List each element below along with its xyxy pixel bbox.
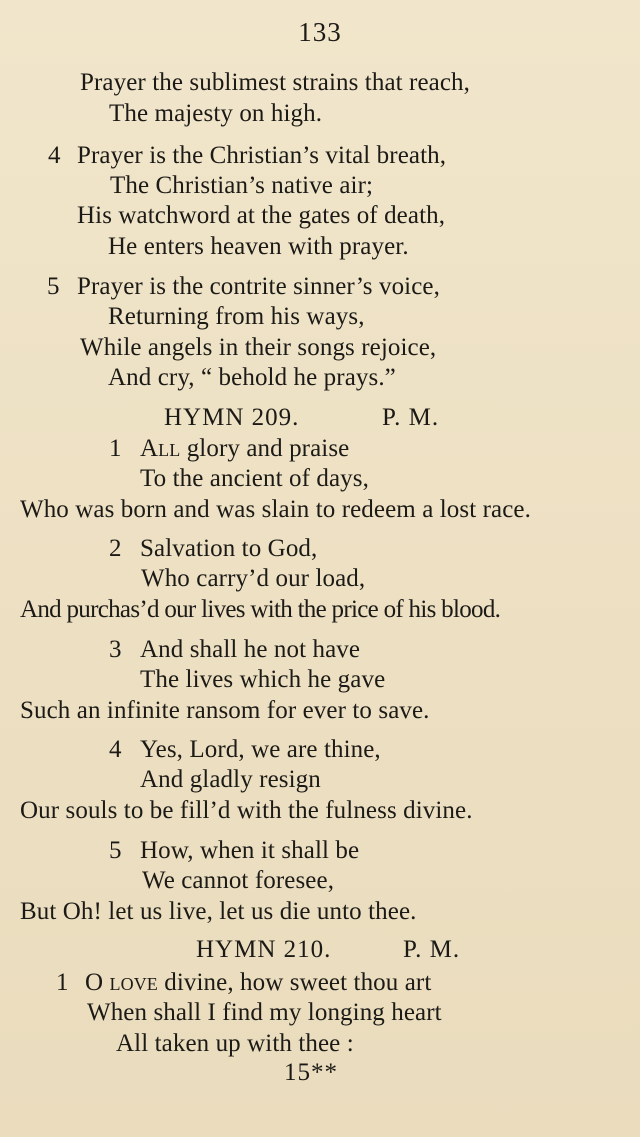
hymn-heading-meter: P. M. (382, 404, 440, 431)
verse-line: Who carry’d our load, (141, 565, 366, 592)
verse-first-words: O love (85, 969, 158, 996)
verse-line: Yes, Lord, we are thine, (140, 736, 381, 763)
verse-line: The majesty on high. (109, 100, 323, 127)
verse-number: 4 (109, 736, 122, 763)
verse-line: All taken up with thee : (116, 1030, 354, 1057)
verse-line: Prayer is the contrite sinner’s voice, (77, 273, 440, 300)
verse-line: The lives which he gave (140, 666, 386, 693)
verse-line: And gladly resign (140, 766, 321, 793)
verse-line: When shall I find my longing heart (87, 999, 442, 1026)
verse-line: And cry, “ behold he prays.” (108, 364, 396, 391)
verse-line: Salvation to God, (140, 535, 318, 562)
verse-number: 3 (109, 636, 122, 663)
verse-line: O love divine, how sweet thou art (85, 969, 432, 996)
verse-line: We cannot foresee, (142, 867, 335, 894)
signature-mark: 15** (284, 1059, 338, 1086)
verse-line: Returning from his ways, (108, 303, 365, 330)
verse-line: While angels in their songs rejoice, (80, 334, 437, 361)
verse-number: 5 (47, 273, 60, 300)
verse-first-word: All (140, 435, 181, 462)
verse-line: Prayer the sublimest strains that reach, (80, 69, 470, 96)
verse-number: 4 (48, 142, 61, 169)
verse-line: His watchword at the gates of death, (77, 202, 446, 229)
verse-line: Our souls to be fill’d with the fulness divine. (20, 797, 473, 824)
hymn-heading-title: HYMN 209. (164, 404, 300, 431)
hymn-heading-title: HYMN 210. (196, 936, 332, 963)
verse-line: All glory and praise (140, 435, 350, 462)
verse-number: 5 (109, 837, 122, 864)
page-number: 133 (298, 17, 342, 47)
verse-line: Such an infinite ransom for ever to save. (20, 697, 430, 724)
verse-line: But Oh! let us live, let us die unto thee. (20, 898, 417, 925)
verse-line: Who was born and was slain to redeem a lost race. (20, 496, 531, 523)
verse-line: The Christian’s native air; (110, 172, 374, 199)
verse-line: And shall he not have (140, 636, 361, 663)
verse-number: 2 (109, 535, 122, 562)
verse-line: He enters heaven with prayer. (108, 233, 409, 260)
verse-line: To the ancient of days, (140, 465, 369, 492)
verse-number: 1 (56, 969, 69, 996)
verse-number: 1 (109, 435, 122, 462)
hymn-heading-meter: P. M. (403, 936, 461, 963)
verse-line: How, when it shall be (140, 837, 360, 864)
verse-line: And purchas’d our lives with the price of his blood. (20, 596, 501, 623)
verse-line: Prayer is the Christian’s vital breath, (77, 142, 447, 169)
